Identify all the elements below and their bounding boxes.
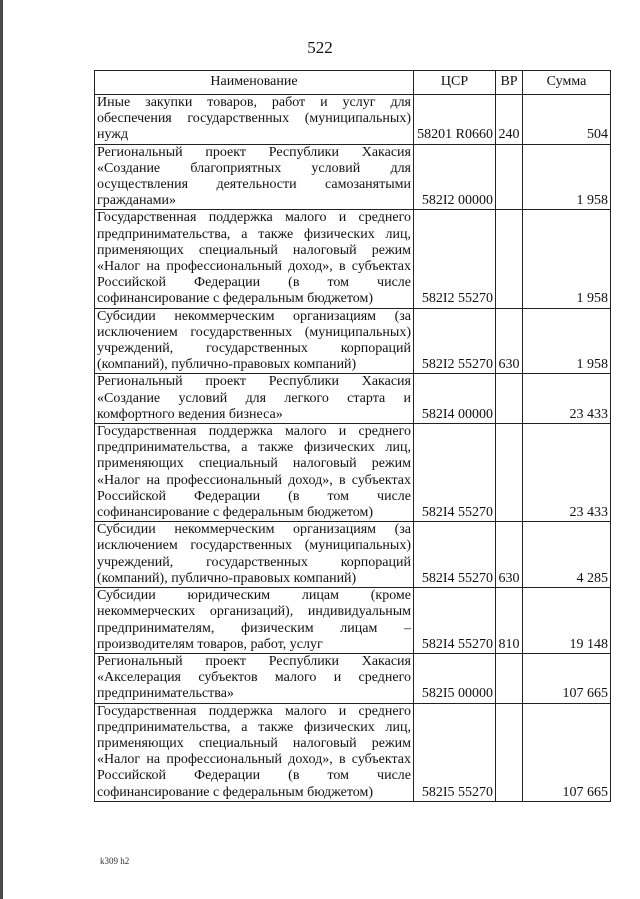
cell-name: Субсидии юридическим лицам (кроме некоммерческих организаций), индивидуальным предпринимателям, физическим лицам – производителям товаров, работ, услуг	[95, 588, 414, 654]
cell-sum: 23 433	[523, 424, 611, 522]
cell-csr: 582I2 55270	[414, 210, 496, 308]
cell-csr: 582I4 55270	[414, 522, 496, 588]
page-edge-shadow	[0, 0, 3, 899]
header-name: Наименование	[95, 71, 414, 95]
cell-vr	[496, 210, 523, 308]
header-sum: Сумма	[523, 71, 611, 95]
table-row	[95, 308, 611, 374]
page-number: 522	[307, 38, 333, 57]
table-row	[95, 210, 611, 308]
cell-vr	[496, 703, 523, 801]
cell-sum: 1 958	[523, 210, 611, 308]
cell-csr: 582I2 55270	[414, 308, 496, 374]
table-row	[95, 374, 611, 424]
cell-csr: 582I2 00000	[414, 144, 496, 210]
cell-csr: 582I5 00000	[414, 653, 496, 703]
table-row	[95, 424, 611, 522]
cell-name: Субсидии некоммерческим организациям (за исключением государственных (муниципальных) учреждений, государственных корпораций (компаний), публично-правовых компаний)	[95, 308, 414, 374]
cell-vr: 630	[496, 522, 523, 588]
table-row	[95, 522, 611, 588]
budget-table	[94, 70, 611, 802]
cell-vr: 630	[496, 308, 523, 374]
cell-name: Государственная поддержка малого и среднего предпринимательства, а также физических лиц, применяющих специальный налоговый режим «Налог на профессиональный доход», в субъектах Российской Федерации (в том числе софинансирование с федеральным бюджетом)	[95, 703, 414, 801]
cell-sum: 1 958	[523, 144, 611, 210]
table-row	[95, 144, 611, 210]
table-row	[95, 95, 611, 145]
cell-vr	[496, 144, 523, 210]
table-header-row	[95, 71, 611, 95]
cell-vr	[496, 653, 523, 703]
cell-vr	[496, 424, 523, 522]
cell-csr: 58201 R0660	[414, 95, 496, 145]
cell-csr: 582I4 55270	[414, 424, 496, 522]
table-row	[95, 588, 611, 654]
cell-sum: 1 958	[523, 308, 611, 374]
table-row	[95, 703, 611, 801]
cell-vr	[496, 374, 523, 424]
cell-csr: 582I4 55270	[414, 588, 496, 654]
cell-csr: 582I4 00000	[414, 374, 496, 424]
header-vr: ВР	[496, 71, 523, 95]
table-row	[95, 653, 611, 703]
cell-sum: 19 148	[523, 588, 611, 654]
cell-sum: 504	[523, 95, 611, 145]
cell-sum: 23 433	[523, 374, 611, 424]
cell-vr: 240	[496, 95, 523, 145]
cell-name: Региональный проект Республики Хакасия «Создание условий для легкого старта и комфортного ведения бизнеса»	[95, 374, 414, 424]
cell-name: Государственная поддержка малого и среднего предпринимательства, а также физических лиц, применяющих специальный налоговый режим «Налог на профессиональный доход», в субъектах Российской Федерации (в том числе софинансирование с федеральным бюджетом)	[95, 424, 414, 522]
cell-vr: 810	[496, 588, 523, 654]
cell-sum: 4 285	[523, 522, 611, 588]
cell-name: Субсидии некоммерческим организациям (за исключением государственных (муниципальных) учреждений, государственных корпораций (компаний), публично-правовых компаний)	[95, 522, 414, 588]
cell-sum: 107 665	[523, 653, 611, 703]
header-csr: ЦСР	[414, 71, 496, 95]
cell-name: Региональный проект Республики Хакасия «Акселерация субъектов малого и среднего предпринимательства»	[95, 653, 414, 703]
cell-name: Региональный проект Республики Хакасия «Создание благоприятных условий для осуществления деятельности самозанятыми гражданами»	[95, 144, 414, 210]
cell-csr: 582I5 55270	[414, 703, 496, 801]
cell-sum: 107 665	[523, 703, 611, 801]
footer-code: k309 h2	[100, 856, 130, 866]
cell-name: Иные закупки товаров, работ и услуг для обеспечения государственных (муниципальных) нужд	[95, 95, 414, 145]
cell-name: Государственная поддержка малого и среднего предпринимательства, а также физических лиц, применяющих специальный налоговый режим «Налог на профессиональный доход», в субъектах Российской Федерации (в том числе софинансирование с федеральным бюджетом)	[95, 210, 414, 308]
